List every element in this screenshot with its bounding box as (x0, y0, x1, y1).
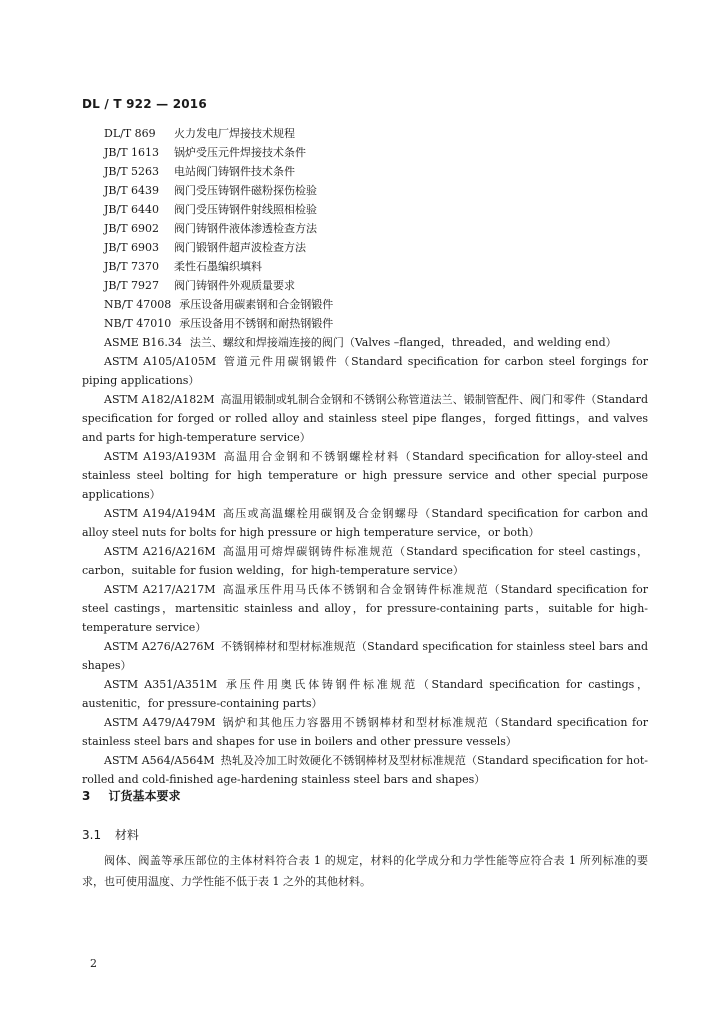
reference-code: DL/T 869 (104, 127, 156, 140)
reference-title: 柔性石墨编织填料 (174, 260, 262, 273)
reference-title: 不锈钢棒材和型材标准规范（Standard specification for stainless steel bars and shapes） (82, 640, 648, 672)
section-3-number: 3 (82, 789, 91, 803)
reference-item (82, 751, 648, 789)
reference-item (82, 314, 648, 333)
reference-code: JB/T 7927 (104, 279, 160, 292)
reference-item (82, 713, 648, 751)
reference-title: 阀门铸钢件外观质量要求 (174, 279, 295, 292)
reference-code: ASTM A217/A217M (104, 583, 216, 596)
reference-item (82, 504, 648, 542)
reference-code: NB/T 47010 (104, 317, 172, 330)
materials-paragraph: 阀体、阀盖等承压部位的主体材料符合表 1 的规定，材料的化学成分和力学性能等应符合表 1 所列标准的要求，也可使用温度、力学性能不低于表 1 之外的其他材料。 (82, 854, 648, 888)
reference-item (82, 124, 648, 143)
reference-code: JB/T 7370 (104, 260, 160, 273)
reference-title: 阀门锻钢件超声波检查方法 (174, 241, 306, 254)
reference-item (82, 352, 648, 390)
reference-code: JB/T 6439 (104, 184, 160, 197)
reference-item (82, 390, 648, 447)
reference-title: 阀门铸钢件液体渗透检查方法 (174, 222, 317, 235)
reference-title: 承压设备用不锈钢和耐热钢锻件 (179, 317, 334, 330)
page-number: 2 (90, 957, 97, 970)
reference-code: ASTM A276/A276M (104, 640, 215, 653)
long-reference-list (82, 352, 648, 789)
reference-code: JB/T 6440 (104, 203, 160, 216)
reference-item (82, 295, 648, 314)
reference-code: JB/T 1613 (104, 146, 160, 159)
reference-code: JB/T 6903 (104, 241, 160, 254)
reference-code: JB/T 6902 (104, 222, 160, 235)
reference-title: 火力发电厂焊接技术规程 (174, 127, 295, 140)
reference-title: 阀门受压铸钢件射线照相检验 (174, 203, 317, 216)
reference-code: ASTM A351/A351M (104, 678, 218, 691)
reference-code: ASTM A193/A193M (104, 450, 217, 463)
reference-title: 热轧及冷加工时效硬化不锈钢棒材及型材标准规范（Standard specification for hot-rolled and cold-finished age-hardening stainless steel bars and shapes） (82, 754, 648, 786)
reference-title: 阀门受压铸钢件磁粉探伤检验 (174, 184, 317, 197)
reference-item (82, 162, 648, 181)
reference-title: 电站阀门铸钢件技术条件 (174, 165, 295, 178)
reference-title: 高温用合金钢和不锈钢螺栓材料（Standard specification for alloy-steel and stainless steel bolting for high temperature or high pressure service and other special purpose applications） (82, 450, 648, 501)
reference-item (82, 276, 648, 295)
reference-title: 锅炉和其他压力容器用不锈钢棒材和型材标准规范（Standard specification for stainless steel bars and shapes for use in boilers and other pressure vessels） (82, 716, 648, 748)
reference-code: ASTM A564/A564M (104, 754, 215, 767)
reference-item (82, 200, 648, 219)
section-3-1-number: 3.1 (82, 828, 102, 842)
document-id-header: DL / T 922 — 2016 (82, 97, 207, 111)
reference-code: NB/T 47008 (104, 298, 172, 311)
reference-code: ASTM A479/A479M (104, 716, 216, 729)
reference-item (82, 542, 648, 580)
reference-item (82, 238, 648, 257)
reference-title: 承压设备用碳素钢和合金钢锻件 (179, 298, 334, 311)
reference-code: ASTM A194/A194M (104, 507, 216, 520)
reference-item (82, 580, 648, 637)
reference-title: 承压件用奥氏体铸钢件标准规范（Standard specification for castings，austenitic，for pressure-containing parts） (82, 678, 648, 710)
reference-title: 高压或高温螺栓用碳钢及合金钢螺母（Standard specification for carbon and alloy steel nuts for bolts for high pressure or high temperature service，or both） (82, 507, 648, 539)
section-3-heading (82, 787, 181, 804)
section-3-title: 订货基本要求 (108, 789, 181, 803)
reference-item (82, 143, 648, 162)
reference-title: 锅炉受压元件焊接技术条件 (174, 146, 306, 159)
section-3-1-heading (82, 826, 139, 843)
reference-title: 高温用锻制或轧制合金钢和不锈钢公称管道法兰、锻制管配件、阀门和零件（Standard specification for forged or rolled alloy and stainless steel pipe flanges，forged fittings，and valves and parts for high-temperature service） (82, 393, 648, 444)
reference-code: ASTM A105/A105M (104, 355, 217, 368)
normative-references (82, 124, 648, 789)
reference-item (82, 257, 648, 276)
section-3-1-title: 材料 (114, 828, 139, 842)
short-reference-list (82, 124, 648, 352)
reference-item (82, 181, 648, 200)
reference-item (82, 447, 648, 504)
reference-item (82, 333, 648, 352)
reference-item (82, 637, 648, 675)
reference-code: ASTM A182/A182M (104, 393, 215, 406)
reference-item (82, 219, 648, 238)
reference-title: 高温用可熔焊碳钢铸件标准规范（Standard specification for steel castings，carbon，suitable for fusion welding，for high-temperature service） (82, 545, 648, 577)
reference-code: ASTM A216/A216M (104, 545, 216, 558)
reference-title: 高温承压件用马氏体不锈钢和合金钢铸件标准规范（Standard specification for steel castings，martensitic stainless and alloy，for pressure-containing parts，suitable for high-temperature service） (82, 583, 648, 634)
reference-code: JB/T 5263 (104, 165, 160, 178)
reference-title: 管道元件用碳钢锻件（Standard specification for carbon steel forgings for piping applications） (82, 355, 648, 387)
reference-title: 法兰、螺纹和焊接端连接的阀门（Valves –flanged，threaded，and welding end） (189, 336, 617, 349)
reference-item (82, 675, 648, 713)
reference-code: ASME B16.34 (104, 336, 182, 349)
